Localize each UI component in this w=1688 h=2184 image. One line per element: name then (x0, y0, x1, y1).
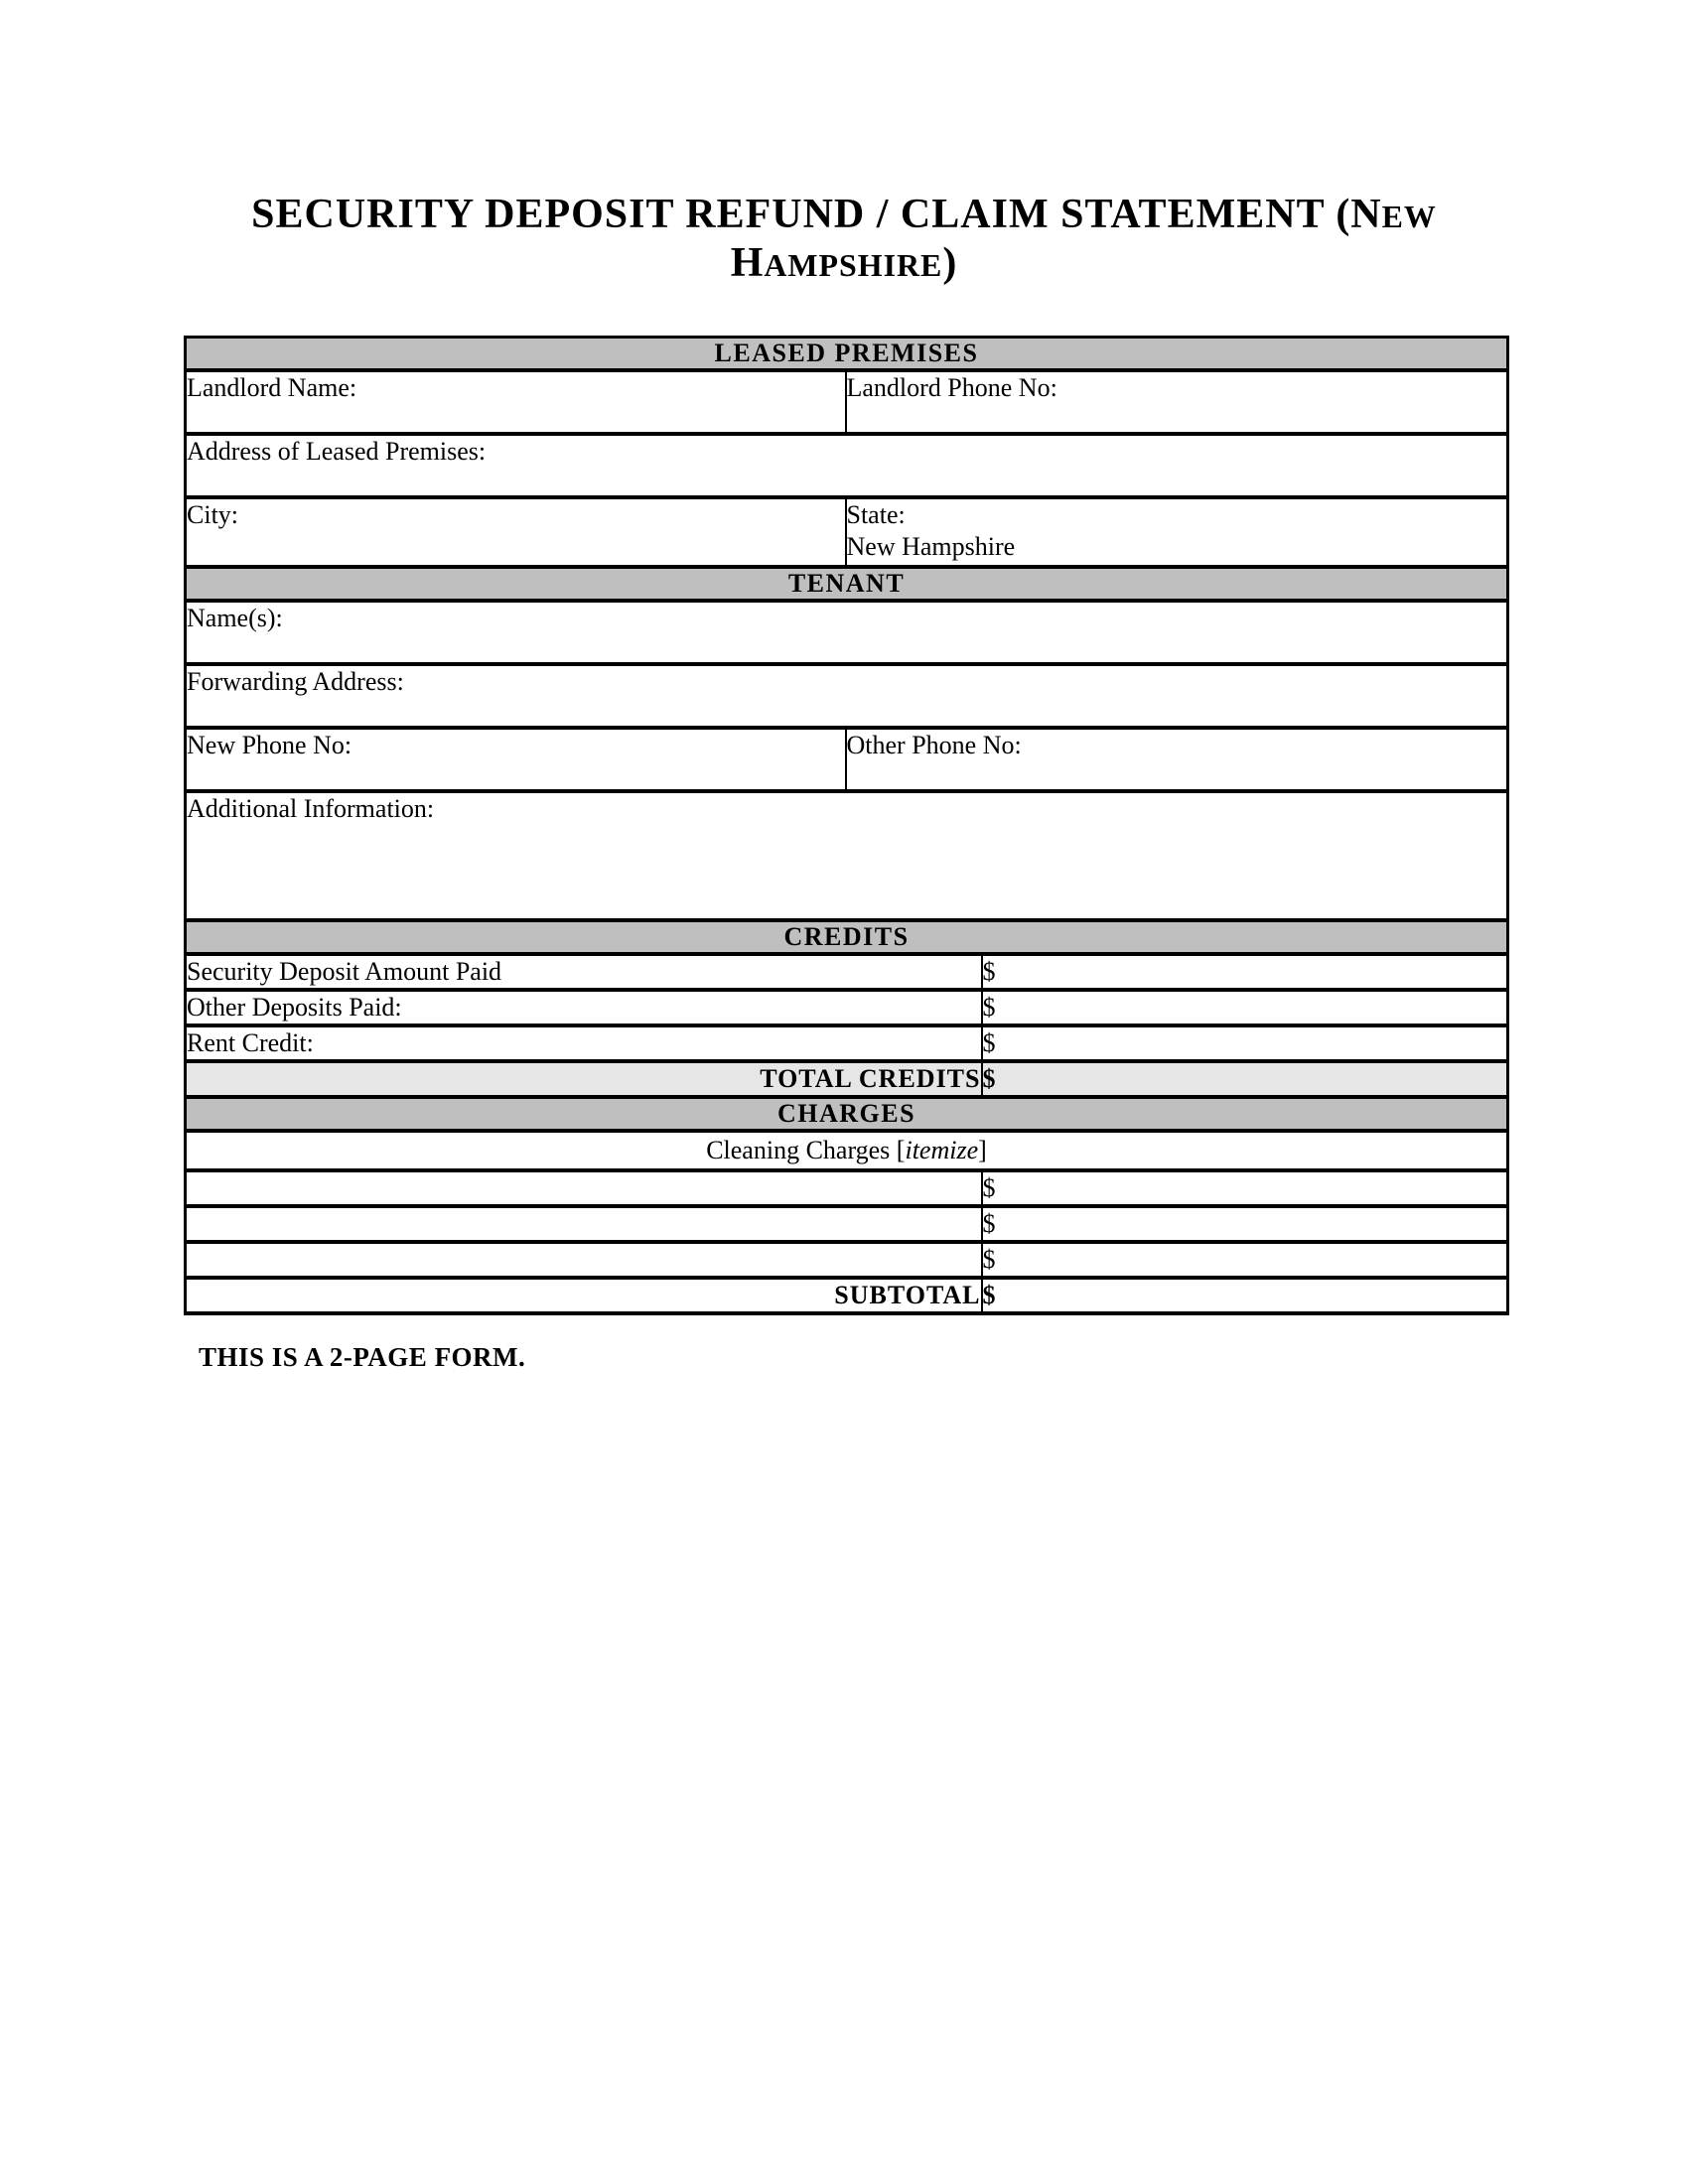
dollar-sign: $ (982, 1173, 996, 1202)
section-header-tenant: TENANT (186, 567, 1508, 601)
additional-info-value[interactable] (441, 807, 451, 817)
dollar-sign: $ (982, 1281, 996, 1309)
charge-amount-value[interactable] (1002, 1222, 1012, 1232)
section-header-charges: CHARGES (186, 1097, 1508, 1131)
credit-label-security-deposit: Security Deposit Amount Paid (186, 954, 982, 990)
credit-amount-field-other-deposits[interactable] (982, 990, 1508, 1025)
landlord-phone-value[interactable] (1063, 386, 1073, 396)
two-page-note: THIS IS A 2-PAGE FORM. (199, 1342, 526, 1372)
dollar-sign: $ (982, 1245, 996, 1274)
landlord-phone-label: Landlord Phone No: (846, 373, 1057, 402)
address-label: Address of Leased Premises: (187, 437, 487, 466)
dollar-sign: $ (982, 1064, 996, 1093)
subtotal-row (186, 1278, 1508, 1313)
section-row-credits (186, 920, 1508, 954)
subtotal-value[interactable] (1002, 1294, 1012, 1303)
forwarding-address-value[interactable] (410, 680, 420, 690)
credit-amount-field-security-deposit[interactable] (982, 954, 1508, 990)
credit-amount-value[interactable] (1002, 1006, 1012, 1016)
charge-description-field[interactable] (186, 1206, 982, 1242)
city-field[interactable] (186, 497, 846, 567)
section-header-credits: CREDITS (186, 920, 1508, 954)
cleaning-charges-heading-row (186, 1131, 1508, 1170)
new-phone-label: New Phone No: (187, 731, 352, 759)
credit-amount-value[interactable] (1002, 1041, 1012, 1051)
credit-row (186, 1025, 1508, 1061)
landlord-phone-field[interactable] (846, 370, 1508, 434)
city-label: City: (187, 500, 239, 529)
credit-row (186, 954, 1508, 990)
charge-amount-value[interactable] (1002, 1186, 1012, 1196)
cleaning-charges-heading: Cleaning Charges [itemize] (186, 1131, 1508, 1170)
charge-description-field[interactable] (186, 1242, 982, 1278)
charge-row (186, 1170, 1508, 1206)
charge-row (186, 1242, 1508, 1278)
city-value[interactable] (245, 513, 255, 523)
charge-amount-field[interactable] (982, 1206, 1508, 1242)
total-credits-value[interactable] (1002, 1077, 1012, 1087)
dollar-sign: $ (982, 1028, 996, 1057)
landlord-name-label: Landlord Name: (187, 373, 357, 402)
total-credits-amount-field[interactable] (982, 1061, 1508, 1097)
credit-label-rent-credit: Rent Credit: (186, 1025, 982, 1061)
tenant-names-label: Name(s): (187, 604, 283, 632)
additional-info-field[interactable] (186, 791, 1508, 920)
total-credits-row (186, 1061, 1508, 1097)
subtotal-label: SUBTOTAL (186, 1278, 982, 1313)
section-header-leased-premises: LEASED PREMISES (186, 338, 1508, 371)
dollar-sign: $ (982, 993, 996, 1022)
subtotal-amount-field[interactable] (982, 1278, 1508, 1313)
state-label: State: (846, 500, 906, 529)
dollar-sign: $ (982, 1209, 996, 1238)
other-phone-field[interactable] (846, 728, 1508, 791)
charge-amount-field[interactable] (982, 1170, 1508, 1206)
credit-amount-field-rent-credit[interactable] (982, 1025, 1508, 1061)
landlord-name-value[interactable] (363, 386, 373, 396)
section-row-charges (186, 1097, 1508, 1131)
forwarding-address-field[interactable] (186, 664, 1508, 728)
credit-amount-value[interactable] (1002, 970, 1012, 980)
charge-row (186, 1206, 1508, 1242)
section-row-leased-premises (186, 338, 1508, 371)
credit-label-other-deposits: Other Deposits Paid: (186, 990, 982, 1025)
state-field (846, 497, 1508, 567)
charge-amount-value[interactable] (1002, 1258, 1012, 1268)
forwarding-address-label: Forwarding Address: (187, 667, 404, 696)
charge-description-field[interactable] (186, 1170, 982, 1206)
form-table (184, 336, 1509, 1315)
new-phone-value[interactable] (358, 744, 368, 753)
address-field[interactable] (186, 434, 1508, 497)
tenant-names-value[interactable] (289, 616, 299, 626)
credit-row (186, 990, 1508, 1025)
dollar-sign: $ (982, 957, 996, 986)
other-phone-label: Other Phone No: (846, 731, 1022, 759)
page-title (0, 192, 1688, 289)
charge-amount-field[interactable] (982, 1242, 1508, 1278)
section-row-tenant (186, 567, 1508, 601)
landlord-name-field[interactable] (186, 370, 846, 434)
state-value: New Hampshire (846, 532, 1016, 561)
tenant-names-field[interactable] (186, 601, 1508, 664)
total-credits-label: TOTAL CREDITS (186, 1061, 982, 1097)
new-phone-field[interactable] (186, 728, 846, 791)
other-phone-value[interactable] (1028, 744, 1038, 753)
page-title-line1: SECURITY DEPOSIT REFUND / CLAIM STATEMENT (NEW (251, 192, 1437, 237)
page-title-line2: HAMPSHIRE) (730, 240, 958, 286)
additional-info-label: Additional Information: (187, 794, 435, 823)
address-value[interactable] (492, 450, 502, 460)
